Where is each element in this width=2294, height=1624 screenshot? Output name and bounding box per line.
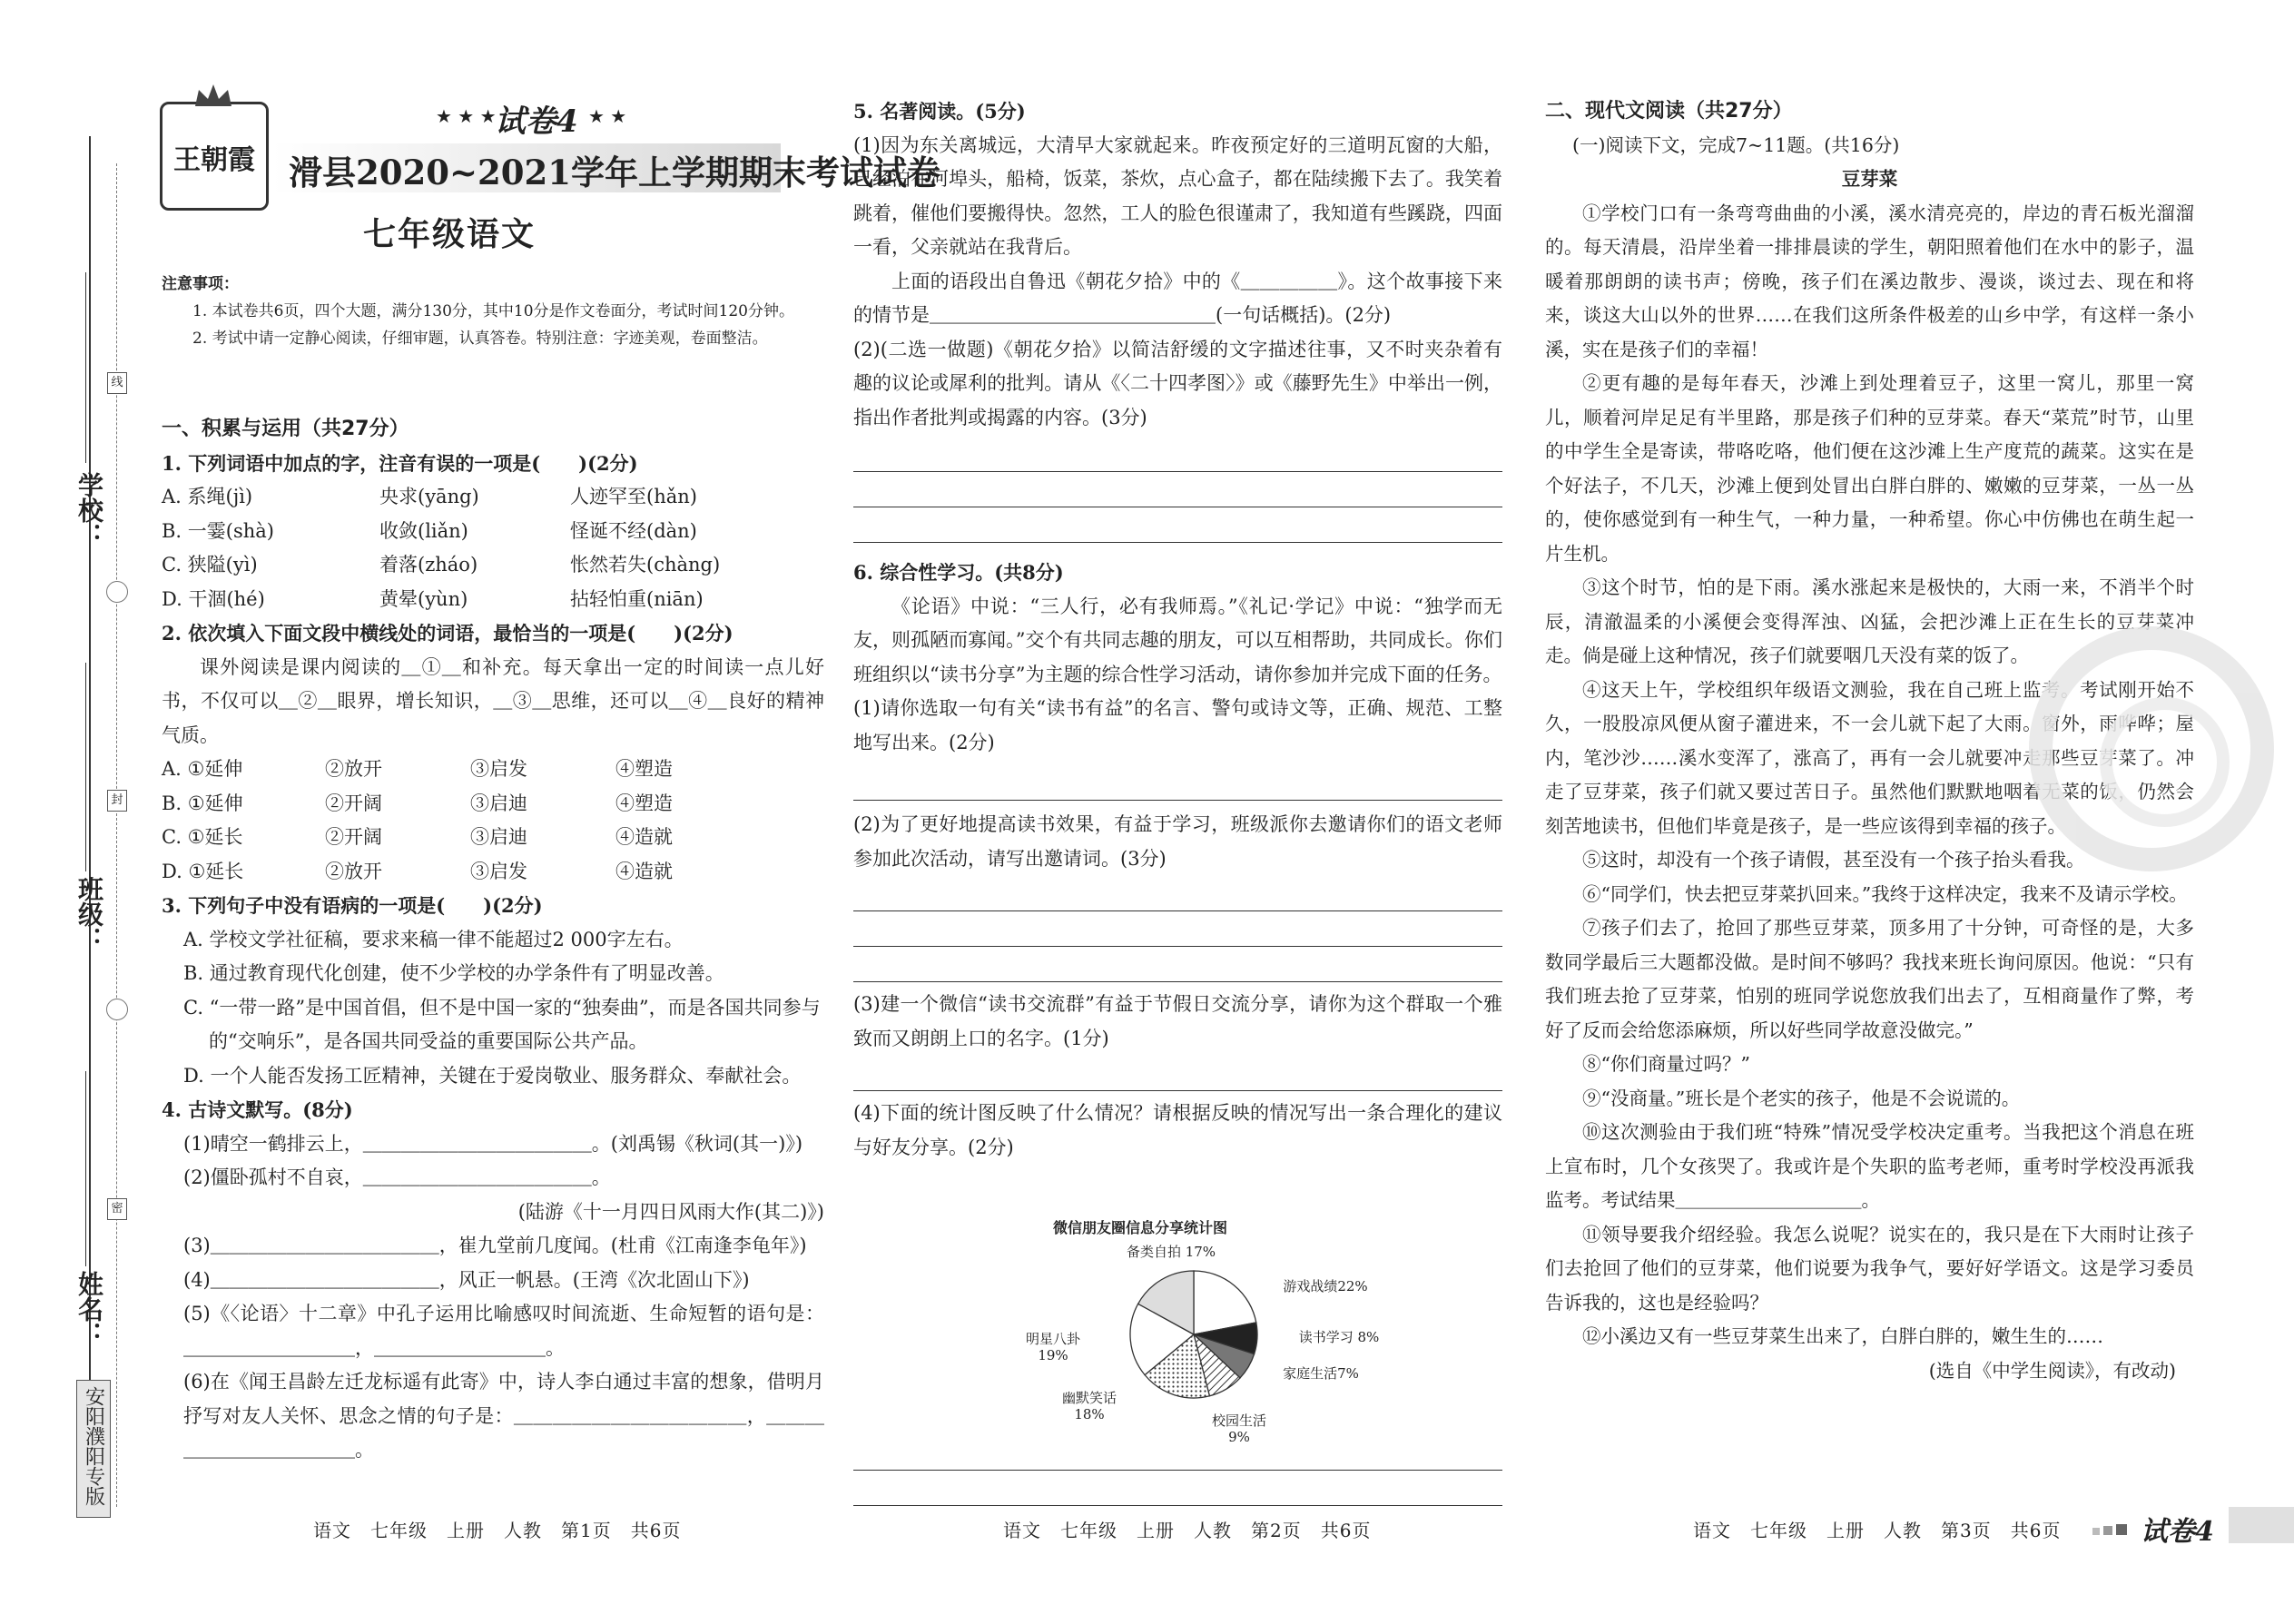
pie-label: 幽默笑话 18%: [1061, 1390, 1117, 1422]
q2-opt: ②开阔: [325, 792, 382, 814]
q2-opt: ④造就: [615, 826, 673, 848]
answer-line[interactable]: [853, 511, 1502, 543]
notice-title: 注意事项：: [162, 275, 239, 293]
q6-stem: 6. 综合性学习。(共8分): [853, 561, 1064, 584]
answer-line[interactable]: [853, 950, 1502, 982]
q3-opt: D. 一个人能否发扬工匠精神，关键在于爱岗敬业、服务群众、奉献社会。: [183, 1064, 802, 1087]
footer-page-1: 语文 七年级 上册 人教 第1页 共6页: [313, 1520, 682, 1541]
article-title: 豆芽菜: [1841, 168, 1898, 190]
q1-options: [162, 480, 824, 616]
pie-label: 读书学习 8%: [1298, 1329, 1380, 1345]
q1-opt: 怅然若失(chàng): [570, 554, 721, 576]
q6-t3: (3)建一个微信“读书交流群”有益于节假日交流分享，请你为这个群取一个雅致而又朗朗上口的名字。(1分): [853, 993, 1502, 1049]
q4-item: (6)在《闻王昌龄左迁龙标遥有此寄》中，诗人李白通过丰富的想象，借明月抒写对友人关怀、思念之情的句子是：＿＿＿＿＿＿＿＿＿＿＿＿，＿＿＿＿＿＿＿＿＿＿＿＿。: [183, 1371, 824, 1461]
article-para: ⑪领导要我介绍经验。我怎么说呢？说实在的，我只是在下大雨时让孩子们去抢回了他们的豆芽菜，他们说要为我争气，要好好学语文。这是学习委员告诉我的，这也是经验吗？: [1545, 1223, 2194, 1314]
q1-opt: 黄晕(yùn): [379, 587, 468, 610]
answer-line[interactable]: [853, 1059, 1502, 1091]
seal-char-secret: 密: [107, 1198, 127, 1220]
q2-opt: ②开阔: [325, 826, 382, 848]
logo-text: 王朝霞: [173, 144, 255, 176]
article-para: ⑦孩子们去了，抢回了那些豆芽菜，顶多用了十分钟，可奇怪的是，大多数同学最后三大题都没做。是时间不够吗？我找来班长询问原因。他说：“只有我们班去抢了豆芽菜，怕别的班同学说您放我们出去了，互相商量作了弊，考好了反而会给您添麻烦，所以好些同学故意没做完。”: [1545, 917, 2194, 1041]
footer-page-3: 语文 七年级 上册 人教 第3页 共6页: [1693, 1520, 2062, 1541]
footer-tag: 试卷4: [2141, 1516, 2214, 1548]
q1-opt: A. 系绳(jì): [162, 486, 253, 507]
watermark-seal: [2029, 626, 2274, 871]
q1-stem: 1. 下列词语中加点的字，注音有误的一项是( )(2分): [162, 451, 638, 475]
answer-line[interactable]: [853, 880, 1502, 911]
q6-t2: (2)为了更好地提高读书效果，有益于学习，班级派你去邀请你们的语文老师参加此次活动，请写出邀请词。(3分): [853, 813, 1502, 870]
binding-hole-2: [106, 999, 128, 1020]
notice-item: 1. 本试卷共6页，四个大题，满分130分，其中10分是作文卷面分，考试时间120分钟。: [192, 302, 794, 320]
q5-q1: 上面的语段出自鲁迅《朝花夕拾》中的《＿＿＿＿＿》。这个故事接下来的情节是＿＿＿＿＿＿＿＿＿＿＿＿＿＿＿(一句话概括)。(2分): [853, 270, 1502, 326]
q2-opt: ③启发: [470, 860, 527, 882]
q1-opt: 央求(yāng): [379, 486, 479, 507]
class-label: 班级：: [74, 876, 104, 952]
chart-title: 微信朋友圈信息分享统计图: [1053, 1219, 1228, 1236]
seal-char-seal: 封: [107, 790, 127, 812]
q4-item-source: (陆游《十一月四日风雨大作(其二)》): [517, 1200, 824, 1223]
name-line: [85, 1071, 86, 1266]
article-para: ⑩这次测验由于我们班“特殊”情况受学校决定重考。当我把这个消息在班上宣布时，几个女孩哭了。我或许是个失职的监考老师，重考时学校没再派我监考。考试结果＿＿＿＿＿＿＿＿＿＿。: [1545, 1121, 2194, 1211]
q4-item: (5)《〈论语〉十二章》中孔子运用比喻感叹时间流逝、生命短暂的语句是：＿＿＿＿＿＿＿＿＿，＿＿＿＿＿＿＿＿＿。: [183, 1303, 824, 1359]
q4-item: (3)＿＿＿＿＿＿＿＿＿＿＿＿，崔九堂前几度闻。(杜甫《江南逢李龟年》): [183, 1235, 807, 1256]
q2-opt: ③启迪: [470, 826, 527, 848]
q6-t4: (4)下面的统计图反映了什么情况？请根据反映的情况写出一条合理化的建议与好友分享。(2分): [853, 1102, 1502, 1158]
answer-line[interactable]: [853, 1439, 1502, 1471]
watermark-inner: [2100, 697, 2230, 827]
q6-t4-answer: [853, 1439, 1502, 1510]
footer-squares: [2092, 1521, 2127, 1539]
q1-opt: D. 干涸(hé): [162, 587, 265, 610]
notice-item: 2. 考试中请一定静心阅读，仔细审题，认真答卷。特别注意：字迹美观，卷面整洁。: [192, 330, 768, 348]
answer-line[interactable]: [853, 915, 1502, 947]
notice: [162, 271, 824, 352]
q3-opt: A. 学校文学社征稿，要求来稿一律不能超过2 000字左右。: [183, 928, 684, 950]
binding-dashed-line: [116, 163, 117, 1507]
q4-item: (1)晴空一鹤排云上，＿＿＿＿＿＿＿＿＿＿＿＿。(刘禹锡《秋词(其一)》): [183, 1132, 803, 1155]
q5-passage: (1)因为东关离城远，大清早大家就起来。昨夜预定好的三道明瓦窗的大船，已经泊在河埠头，船椅，饭菜，茶炊，点心盒子，都在陆续搬下去了。我笑着跳着，催他们要搬得快。忽然，工人的脸色很谨肃了，我知道有些蹊跷，四面一看，父亲就站在我背后。: [853, 133, 1502, 258]
edition-box: [76, 1380, 111, 1518]
q3-opt: C. “一带一路”是中国首倡，但不是中国一家的“独奏曲”，而是各国共同参与的“交响乐”，是各国共同受益的重要国际公共产品。: [183, 996, 821, 1052]
q5-answer-lines: [853, 440, 1502, 543]
class-line: [85, 663, 86, 871]
exam-title: 滑县2020~2021学年上学期期末考试试卷: [289, 153, 940, 192]
brand-logo: [160, 102, 269, 211]
q2-opt: D. ①延长: [162, 860, 244, 882]
article-para: ⑨“没商量。”班长是个老实的孩子，他是不会说谎的。: [1582, 1087, 2021, 1109]
q1-opt: 着落(zháo): [379, 554, 478, 576]
section2-sub: (一)阅读下文，完成7~11题。(共16分): [1572, 133, 1900, 156]
series-title: 试卷4: [495, 103, 578, 140]
q5-q2: (2)(二选一做题)《朝花夕拾》以简洁舒缓的文字描述往事，又不时夹杂着有趣的议论或犀利的批判。请从《〈二十四孝图〉》或《藤野先生》中举出一例，指出作者批判或揭露的内容。(3分): [853, 338, 1502, 428]
answer-line[interactable]: [853, 476, 1502, 507]
article-source: (选自《中学生阅读》，有改动): [1928, 1359, 2176, 1382]
section1-title: 一、积累与运用（共27分）: [162, 418, 409, 440]
pie-label: 备类自拍 17%: [1126, 1244, 1216, 1260]
q6-intro: 《论语》中说：“三人行，必有我师焉。”《礼记·学记》中说：“独学而无友，则孤陋而寡闻。”交个有共同志趣的朋友，可以互相帮助，共同成长。你们班组织以“读书分享”为主题的综合性学习活动，请你参加并完成下面的任务。: [853, 595, 1502, 685]
q3-opt: B. 通过教育现代化创建，使不少学校的办学条件有了明显改善。: [183, 962, 724, 984]
pie-chart: [1017, 1244, 1380, 1445]
column-2: [853, 94, 1502, 1165]
answer-line[interactable]: [853, 440, 1502, 472]
q2-opt: ④塑造: [615, 792, 673, 814]
footer-page-2: 语文 七年级 上册 人教 第2页 共6页: [1003, 1520, 1372, 1541]
q4-item: (4)＿＿＿＿＿＿＿＿＿＿＿＿，风正一帆悬。(王湾《次北固山下》): [183, 1268, 750, 1291]
q2-opt: A. ①延伸: [162, 758, 243, 780]
q1-opt: 人迹罕至(hǎn): [570, 486, 697, 507]
subject-title: 七年级语文: [363, 215, 537, 253]
edition-label: 安阳濮阳专版: [82, 1386, 105, 1506]
article-para: ①学校门口有一条弯弯曲曲的小溪，溪水清亮亮的，岸边的青石板光溜溜的。每天清晨，沿岸坐着一排排晨读的学生，朝阳照着他们在水中的影子，温暖着那朗朗的读书声；傍晚，孩子们在溪边散步、漫谈，谈过去、现在和将来，谈这大山以外的世界……在我们这所条件极差的山乡中学，有这样一条小溪，实在是孩子们的幸福！: [1545, 202, 2194, 360]
q2-opt: ④造就: [615, 860, 673, 882]
q1-opt: 拈轻怕重(niān): [570, 587, 704, 610]
q2-opt: ③启迪: [470, 792, 527, 814]
q2-opt: ②放开: [325, 758, 382, 780]
q2-options: [162, 753, 824, 889]
pie-label: 游戏战绩22%: [1283, 1278, 1368, 1294]
article-para: ④这天上午，学校组织年级语文测验，我在自己班上监考。考试刚开始不久，一股股凉风便从窗子灌进来，不一会儿就下起了大雨。窗外，雨哗哗；屋内，笔沙沙……溪水变浑了，涨高了，再有一会儿就要冲走那些豆芽菜了。冲走了豆芽菜，孩子们就又要过苦日子。虽然他们默默地咽着无菜的饭，仍然会刻苦地读书，但他们毕竟是孩子，是一些应该得到幸福的孩子。: [1545, 678, 2194, 837]
q2-stem: 2. 依次填入下面文段中横线处的词语，最恰当的一项是( )(2分): [162, 622, 733, 645]
q5-stem: 5. 名著阅读。(5分): [853, 100, 1026, 123]
q1-opt: B. 一霎(shà): [162, 519, 274, 542]
section2-title: 二、现代文阅读（共27分）: [1545, 100, 1793, 123]
q2-opt: ③启发: [470, 758, 527, 780]
seal-char-line: 线: [107, 372, 127, 394]
article-para: ⑤这时，却没有一个孩子请假，甚至没有一个孩子抬头看我。: [1582, 849, 2085, 871]
q2-opt: ②放开: [325, 860, 382, 882]
pie-label: 校园生活 9%: [1211, 1412, 1267, 1445]
share-chart: [1017, 1216, 1380, 1445]
school-line: [85, 272, 86, 463]
q3-stem: 3. 下列句子中没有语病的一项是( )(2分): [162, 894, 543, 917]
q2-opt: ④塑造: [615, 758, 673, 780]
pie-label: 家庭生活7%: [1283, 1365, 1359, 1382]
school-label: 学校：: [74, 472, 104, 548]
q2-passage: 课外阅读是课内阅读的＿①＿和补充。每天拿出一定的时间读一点儿好书，不仅可以＿②＿眼界，增长知识，＿③＿思维，还可以＿④＿良好的精神气质。: [162, 655, 824, 746]
crown-icon: [192, 83, 235, 110]
article-para: ⑧“你们商量过吗？”: [1582, 1053, 1750, 1075]
column-1: [162, 412, 824, 1468]
series-stars-right: ★ ★: [588, 105, 627, 127]
q1-opt: 收敛(liǎn): [379, 519, 468, 542]
answer-line[interactable]: [853, 1474, 1502, 1506]
series-stars: ★ ★ ★: [436, 105, 497, 127]
q1-opt: 怪诞不经(dàn): [570, 519, 697, 542]
article-para: ⑥“同学们，快去把豆芽菜扒回来。”我终于这样决定，我来不及请示学校。: [1582, 882, 2188, 905]
pie-label: 明星八卦 19%: [1025, 1331, 1081, 1363]
q2-opt: C. ①延长: [162, 826, 243, 848]
answer-line[interactable]: [853, 769, 1502, 801]
q4-stem: 4. 古诗文默写。(8分): [162, 1098, 353, 1121]
article-para: ⑫小溪边又有一些豆芽菜生出来了，白胖白胖的，嫩生生的……: [1582, 1325, 2103, 1347]
binding-hole-1: [106, 581, 128, 603]
article-para: ③这个时节，怕的是下雨。溪水涨起来是极快的，大雨一来，不消半个时辰，清澈温柔的小溪便会变得浑浊、凶猛，会把沙滩上正在生长的豆芽菜冲走。倘是碰上这种情况，孩子们就要咽几天没有菜的饭了。: [1545, 576, 2194, 666]
q2-opt: B. ①延伸: [162, 792, 243, 814]
q1-opt: C. 狭隘(yì): [162, 554, 258, 576]
article-para: ②更有趣的是每年春天，沙滩上到处理着豆子，这里一窝儿，那里一窝儿，顺着河岸足足有半里路，那是孩子们种的豆芽菜。春天“菜荒”时节，山里的中学生全是寄读，带咯吃咯，他们便在这沙滩上生产度荒的蔬菜。这实在是个好法子，不几天，沙滩上便到处冒出白胖白胖的、嫩嫩的豆芽菜，一丛一丛的，使你感觉到有一种生气，一种力量，一种希望。你心中仿佛也在萌生起一片生机。: [1545, 372, 2194, 565]
name-label: 姓名：: [74, 1271, 104, 1347]
footer-tab: [2229, 1507, 2294, 1543]
q4-item: (2)僵卧孤村不自哀，＿＿＿＿＿＿＿＿＿＿＿＿。: [183, 1166, 611, 1188]
q6-t1: (1)请你选取一句有关“读书有益”的名言、警句或诗文等，正确、规范、工整地写出来。(2分): [853, 697, 1502, 753]
